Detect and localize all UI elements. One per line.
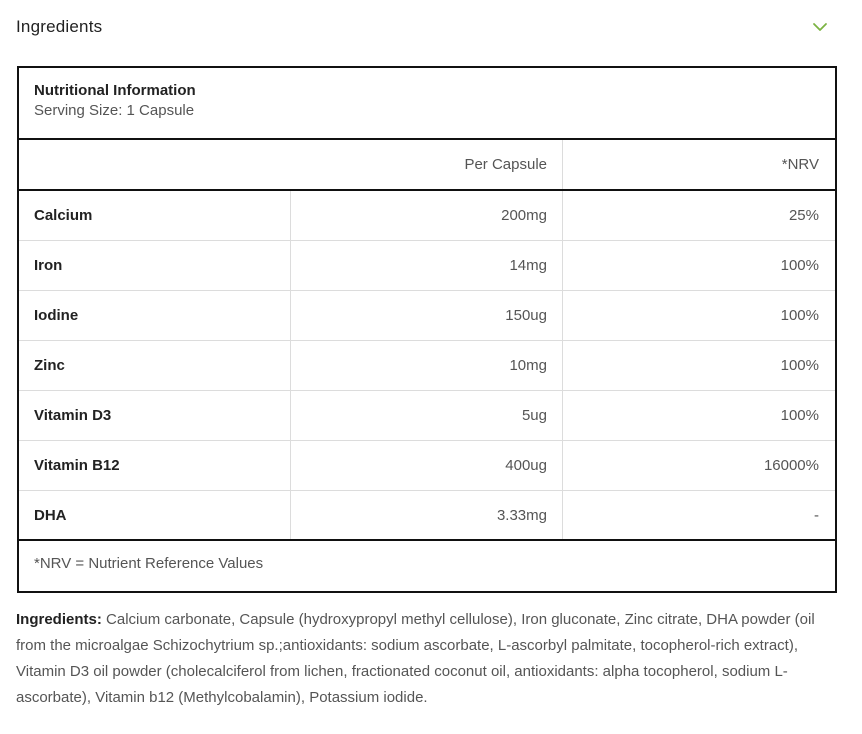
chevron-down-icon[interactable] (812, 21, 828, 33)
nrv-value: 100% (780, 407, 819, 424)
ingredients-label: Ingredients: (16, 611, 102, 628)
table-row (19, 341, 835, 391)
table-row (19, 291, 835, 341)
accordion-title: Ingredients (16, 17, 103, 36)
column-header-nutrient (19, 140, 291, 189)
per-capsule-value: 14mg (291, 241, 563, 290)
nutrient-name: Vitamin B12 (19, 441, 291, 490)
ingredients-paragraph (16, 607, 846, 711)
nrv-value: 25% (788, 207, 819, 224)
per-capsule-value: 200mg (291, 191, 563, 240)
nutrient-name: Calcium (19, 191, 291, 240)
per-capsule-value: 3.33mg (291, 491, 563, 539)
nutrient-name: Zinc (19, 341, 291, 390)
per-capsule-value: 10mg (291, 341, 563, 390)
column-header-per-capsule: Per Capsule (291, 140, 563, 189)
serving-size: Serving Size: 1 Capsule (34, 102, 195, 119)
column-header-nrv: *NRV (781, 156, 819, 173)
nutrition-title: Nutritional Information (34, 82, 196, 99)
nutrition-header (19, 68, 835, 140)
per-capsule-value: 150ug (291, 291, 563, 340)
nrv-value: 16000% (763, 457, 819, 474)
table-header-row (19, 140, 835, 191)
table-row (19, 391, 835, 441)
table-row (19, 191, 835, 241)
nutrient-name: Vitamin D3 (19, 391, 291, 440)
table-row (19, 441, 835, 491)
nrv-footnote: *NRV = Nutrient Reference Values (34, 555, 264, 572)
ingredients-list: Calcium carbonate, Capsule (hydroxypropyl methyl cellulose), Iron gluconate, Zinc citrate, DHA powder (oil from the microalgae Schizochytrium sp.;antioxidants: sodium ascorbate, L-ascorbyl palmitate, tocopherol-rich extract), Vitamin D3 oil powder (cholecalciferol from lichen, fractionated coconut oil, antioxidants: alpha tocopherol, sodium L-ascorbate), Vitamin b12 (Methylcobalamin), Potassium iodide. (16, 611, 815, 706)
per-capsule-value: 5ug (291, 391, 563, 440)
nrv-value: 100% (780, 357, 819, 374)
nutrient-name: Iron (19, 241, 291, 290)
per-capsule-value: 400ug (291, 441, 563, 490)
nrv-value: 100% (780, 257, 819, 274)
nrv-value: - (814, 506, 819, 524)
table-row (19, 241, 835, 291)
table-row (19, 491, 835, 541)
nutrition-table (17, 66, 837, 593)
nutrient-name: DHA (19, 491, 291, 539)
nrv-value: 100% (780, 307, 819, 324)
ingredients-accordion-header[interactable] (0, 0, 862, 56)
nutrient-name: Iodine (19, 291, 291, 340)
